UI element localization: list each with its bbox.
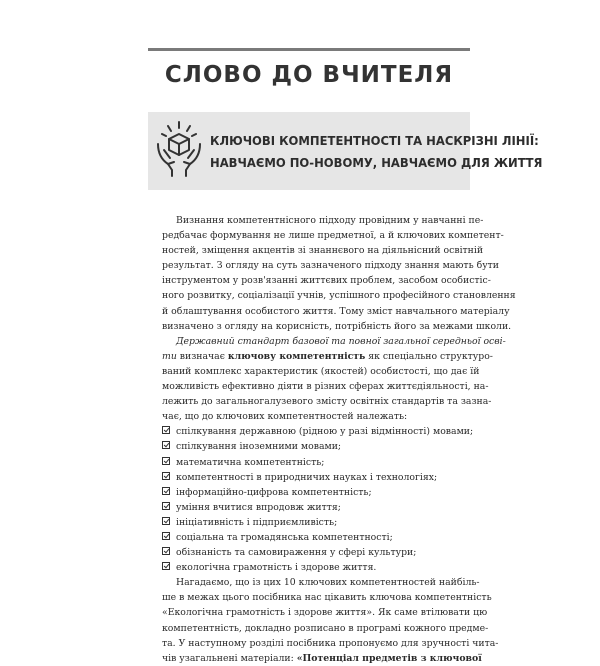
text-line: результат. З огляду на суть зазначеного підходу знання мають бути: [162, 260, 499, 272]
hands-cube-icon: [152, 118, 206, 180]
text-span: чів узагальнені матеріали:: [162, 652, 297, 664]
text-line: можливість ефективно діяти в різних сферах життєдіяльності, на-: [162, 381, 489, 393]
standard-title-end: ти: [162, 350, 177, 362]
checkbox-checked-icon: [162, 562, 170, 570]
text-span: визначає: [176, 350, 228, 362]
banner-line-2: НАВЧАЄМО ПО-НОВОМУ, НАВЧАЄМО ДЛЯ ЖИТТЯ: [210, 155, 543, 170]
text-line: редбачає формування не лише предметної, а й ключових компетент-: [162, 230, 504, 242]
text-line: Нагадаємо, що із цих 10 ключових компетентностей найбіль-: [176, 577, 480, 589]
text-line: чає, що до ключових компетентностей належать:: [162, 411, 408, 423]
text-line: лежить до загальногалузевого змісту освітніх стандартів та зазна-: [162, 396, 492, 408]
paragraph-3: [162, 575, 499, 666]
top-rule: [148, 48, 470, 51]
paragraph-2: [162, 334, 506, 425]
text-line: та. У наступному розділі посібника пропонуємо для зручності чита-: [162, 637, 499, 649]
body-text: [162, 213, 516, 666]
text-line: Визнання компетентнісного підходу провідним у навчанні пе-: [176, 215, 484, 226]
text-line: ше в межах цього посібника нас цікавить ключова компетентність: [162, 592, 492, 604]
list-item: компетентності в природничих науках і технологіях;: [162, 470, 458, 485]
list-item: ініціативність і підприємливість;: [162, 515, 458, 530]
checkbox-checked-icon: [162, 532, 170, 540]
list-item: інформаційно-цифрова компетентність;: [162, 485, 458, 500]
list-item: соціальна та громадянська компетентності;: [162, 530, 458, 545]
list-item: спілкування державною (рідною у разі відмінності) мовами;: [162, 424, 458, 439]
text-line: ностей, зміщення акцентів зі знаннєвого на діяльнісний освітній: [162, 245, 484, 257]
checkbox-checked-icon: [162, 547, 170, 555]
key-term: ключову компетентність: [227, 350, 366, 362]
checkbox-checked-icon: [162, 517, 170, 525]
checkbox-checked-icon: [162, 426, 170, 434]
list-item: уміння вчитися впродовж життя;: [162, 500, 458, 515]
checkbox-checked-icon: [162, 457, 170, 465]
text-line: ваний комплекс характеристик (якостей) особистості, що дає їй: [162, 365, 480, 377]
text-line: [162, 334, 506, 349]
text-line: й облаштування особистого життя. Тому зміст навчального матеріалу: [162, 305, 510, 317]
standard-title: Державний стандарт базової та повної загальної середньої осві-: [176, 335, 506, 347]
list-item: спілкування іноземними мовами;: [162, 439, 458, 454]
text-line: інструментом у розв'язанні життєвих проблем, засобом особистіс-: [162, 275, 491, 287]
list-item: математична компетентність;: [162, 455, 458, 470]
checkbox-checked-icon: [162, 502, 170, 510]
paragraph-1: [162, 213, 516, 334]
list-item: екологічна грамотність і здорове життя.: [162, 560, 458, 575]
text-line: [162, 651, 482, 666]
text-line: компетентність, докладно розписано в програмі кожного предме-: [162, 622, 489, 634]
key-term: «Потенціал предметів з ключової: [296, 652, 482, 664]
banner-line-1: КЛЮЧОВІ КОМПЕТЕНТНОСТІ ТА НАСКРІЗНІ ЛІНІЇ:: [210, 133, 539, 148]
checkbox-checked-icon: [162, 487, 170, 495]
text-span: як спеціально структуро-: [365, 350, 493, 362]
checkbox-checked-icon: [162, 472, 170, 480]
list-item: обізнаність та самовираження у сфері культури;: [162, 545, 458, 560]
text-line: визначено з огляду на корисність, потрібність його за межами школи.: [162, 320, 512, 332]
text-line: ного розвитку, соціалізації учнів, успішного професійного становлення: [162, 290, 516, 302]
checkbox-checked-icon: [162, 441, 170, 449]
page-title: СЛОВО ДО ВЧИТЕЛЯ: [164, 62, 454, 88]
text-line: [162, 349, 493, 364]
banner-heading: [210, 130, 543, 174]
text-line: «Екологічна грамотність і здорове життя». Як саме втілювати цю: [162, 607, 488, 619]
competences-list: [162, 424, 474, 575]
